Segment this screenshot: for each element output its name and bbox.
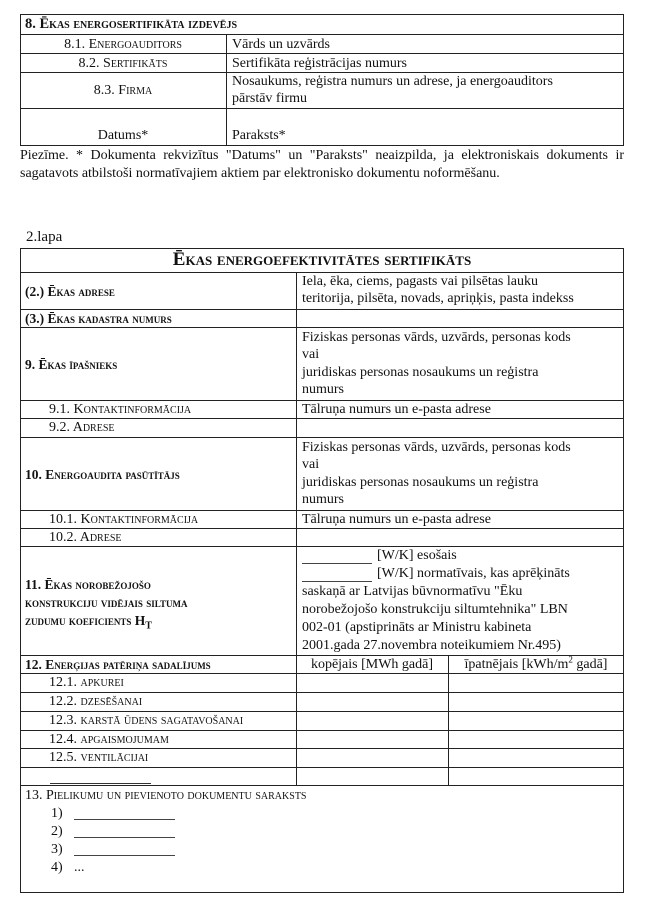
firm-value-line1[interactable]: Nosaukums, reģistra numurs un adrese, ja energoauditors (232, 74, 553, 89)
attachment-4-number: 4) (51, 860, 63, 875)
certificate-label: 8.2. Sertifikāts (78, 56, 168, 71)
certificate-title: Ēkas energoefektivitātes sertifikāts (172, 249, 472, 270)
energy-col-specific (448, 656, 624, 673)
energy-label: 12. Enerģijas patēriņa sadalījums (25, 657, 211, 672)
lighting-total-cell[interactable] (297, 731, 447, 748)
issuer-heading: 8. Ēkas energosertifikāta izdevējs (25, 16, 238, 32)
owner-value-line3: juridiskas personas nosaukums un reģistra (302, 365, 539, 380)
ht-existing-label: [W/K] esošais (377, 548, 457, 563)
ht-value-line4: norobežojošo konstrukciju siltumtehnika" LBN (302, 602, 568, 617)
certificate-value[interactable]: Sertifikāta reģistrācijas numurs (232, 56, 407, 71)
client-contact-label: 10.1. Kontaktinformācija (49, 512, 199, 527)
client-value-line2: vai (302, 457, 320, 472)
cooling-total-cell[interactable] (297, 693, 447, 711)
ventilation-specific-cell[interactable] (449, 749, 623, 767)
attachment-2-number: 2) (51, 824, 63, 839)
energy-row-ventilation: 12.5. ventilācijai (49, 750, 149, 765)
ht-existing-blank[interactable] (302, 563, 372, 564)
energy-row-hot-water: 12.3. karstā ūdens sagatavošanai (49, 713, 244, 728)
ht-label-text: zudumu koeficients H (25, 613, 146, 628)
address-value-line2: teritorija, pilsēta, novads, apriņķis, pasta indekss (302, 291, 574, 306)
lighting-specific-cell[interactable] (449, 731, 623, 748)
energy-row-lighting: 12.4. apgaismojumam (49, 732, 169, 747)
owner-value-line2: vai (302, 347, 320, 362)
owner-label: 9. Ēkas īpašnieks (25, 357, 118, 372)
attachment-2-blank[interactable] (74, 837, 175, 838)
ht-subscript: T (145, 620, 152, 632)
col-specific-prefix: īpatnējais [kWh/m (464, 657, 569, 672)
ht-value-line5: 002-01 (apstiprināts ar Ministru kabineta (302, 620, 532, 635)
client-label: 10. Energoaudita pasūtītājs (25, 467, 180, 482)
attachment-3-number: 3) (51, 842, 63, 857)
ht-label-line1: 11. Ēkas norobežojošo (25, 577, 151, 592)
ht-normative-label: [W/K] normatīvais, kas aprēķināts (377, 566, 570, 581)
client-address-label: 10.2. Adrese (49, 530, 122, 545)
attachments-label: 13. Pielikumu un pievienoto dokumentu saraksts (25, 788, 307, 803)
ht-value-line6: 2001.gada 27.novembra noteikumiem Nr.495) (302, 638, 561, 653)
energy-col-total: kopējais [MWh gadā] (310, 657, 434, 672)
auditor-label: 8.1. Energoauditors (64, 37, 182, 52)
extra-specific-cell[interactable] (449, 768, 623, 785)
address-label: (2.) Ēkas adrese (25, 284, 115, 299)
firm-label: 8.3. Firma (93, 83, 153, 98)
hot-water-total-cell[interactable] (297, 712, 447, 730)
col-specific-sup: 2 (568, 654, 573, 665)
ht-label-line3 (25, 612, 152, 632)
note-paragraph: Piezīme. * Dokumenta rekvizītus "Datums" un "Paraksts" neaizpilda, ja elektroniskais dokuments ir sagatavots atbilstoši normatīvajiem aktiem par elektronisko dokumentu noformēšanu. (20, 148, 624, 181)
attachment-4-ellipsis: ... (74, 860, 85, 875)
ventilation-total-cell[interactable] (297, 749, 447, 767)
address-value-line1[interactable]: Iela, ēka, ciems, pagasts vai pilsētas lauku (302, 274, 538, 289)
ht-label-line2: konstrukciju vidējais siltuma (25, 595, 188, 610)
signature-field[interactable]: Paraksts* (232, 128, 286, 143)
hot-water-specific-cell[interactable] (449, 712, 623, 730)
owner-value-line4: numurs (302, 382, 344, 397)
owner-value-line1[interactable]: Fiziskas personas vārds, uzvārds, personas kods (302, 330, 571, 345)
firm-value-line2: pārstāv firmu (232, 91, 308, 106)
owner-address-label: 9.2. Adrese (49, 420, 115, 435)
cooling-specific-cell[interactable] (449, 693, 623, 711)
ht-value-line3: saskaņā ar Latvijas būvnormatīvu "Ēku (302, 584, 523, 599)
auditor-value[interactable]: Vārds un uzvārds (232, 37, 330, 52)
owner-contact-label: 9.1. Kontaktinformācija (49, 402, 192, 417)
owner-contact-value[interactable]: Tālruņa numurs un e-pasta adrese (302, 402, 491, 417)
cadastre-label: (3.) Ēkas kadastra numurs (25, 311, 172, 326)
client-value-line4: numurs (302, 492, 344, 507)
extra-row-blank[interactable] (50, 783, 151, 784)
energy-row-cooling: 12.2. dzesēšanai (49, 694, 143, 709)
attachment-1-number: 1) (51, 806, 63, 821)
attachment-1-blank[interactable] (74, 819, 175, 820)
heating-total-cell[interactable] (297, 674, 447, 692)
energy-row-heating: 12.1. apkurei (49, 675, 124, 690)
ht-normative-blank[interactable] (302, 581, 372, 582)
heating-specific-cell[interactable] (449, 674, 623, 692)
date-field[interactable]: Datums* (97, 128, 149, 143)
client-contact-value[interactable]: Tālruņa numurs un e-pasta adrese (302, 512, 491, 527)
extra-total-cell[interactable] (297, 768, 447, 785)
client-value-line1[interactable]: Fiziskas personas vārds, uzvārds, personas kods (302, 440, 571, 455)
client-value-line3: juridiskas personas nosaukums un reģistra (302, 475, 539, 490)
col-specific-suffix: gadā] (572, 657, 608, 672)
attachment-3-blank[interactable] (74, 855, 175, 856)
page-label: 2.lapa (26, 229, 63, 245)
